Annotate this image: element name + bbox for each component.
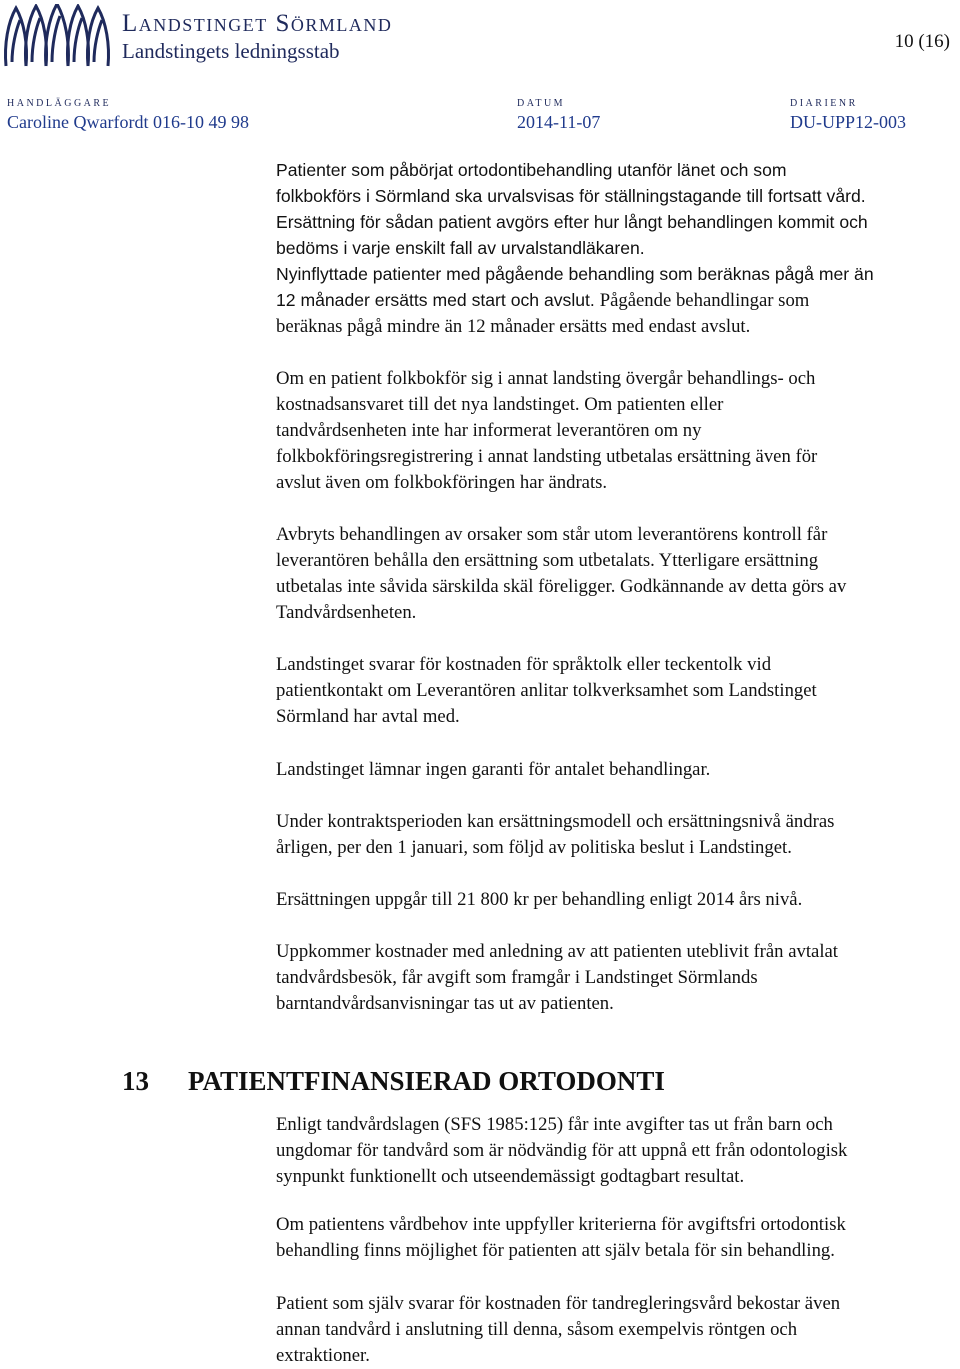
- text-line: Ersättningen uppgår till 21 800 kr per behandling enligt 2014 års nivå.: [276, 889, 803, 910]
- paragraph-2: [276, 366, 946, 496]
- text-line: kostnadsansvaret till det nya landstinget. Om patienten eller: [276, 394, 724, 415]
- text-line: Landstinget svarar för kostnaden för språktolk eller teckentolk vid: [276, 654, 772, 675]
- text-line: folkbokförs i Sörmland ska urvalsvisas för ställningstagande till fortsatt vård.: [276, 186, 866, 206]
- paragraph-6: [276, 809, 946, 861]
- meta-handlaggare: [7, 98, 249, 134]
- text-line: behandling finns möjlighet för patienten att själv betala för sin behandling.: [276, 1240, 835, 1261]
- org-name: Landstinget Sörmland: [122, 10, 393, 37]
- text-span: 12 månader ersätts med start och avslut.: [276, 290, 600, 310]
- paragraph-10: [276, 1212, 946, 1264]
- text-line: Patienter som påbörjat ortodontibehandling utanför länet och som: [276, 160, 787, 180]
- paragraph-3: [276, 522, 946, 626]
- page-number: 10 (16): [894, 31, 950, 52]
- paragraph-5: [276, 757, 946, 783]
- text-line: Avbryts behandlingen av orsaker som står utom leverantörens kontroll får: [276, 524, 828, 545]
- meta-label: HANDLÄGGARE: [7, 98, 112, 109]
- meta-diarienr: [790, 98, 906, 134]
- text-line: utbetalas inte såvida särskilda skäl föreligger. Godkännande av detta görs av: [276, 576, 847, 597]
- paragraph-7: [276, 887, 946, 913]
- text-line: Patient som själv svarar för kostnaden för tandregleringsvård bekostar även: [276, 1293, 841, 1314]
- text-line: Ersättning för sådan patient avgörs efter hur långt behandlingen kommit och: [276, 212, 868, 232]
- text-line: Om patientens vårdbehov inte uppfyller kriterierna för avgiftsfri ortodontisk: [276, 1214, 846, 1235]
- text-span: Pågående behandlingar som: [599, 290, 810, 311]
- text-line: bedöms i varje enskilt fall av urvalstandläkaren.: [276, 238, 645, 258]
- text-line: annan tandvård i anslutning till denna, såsom exempelvis röntgen och: [276, 1319, 798, 1340]
- paragraph-block-1: [276, 157, 946, 340]
- text-line: [276, 287, 946, 314]
- text-line: synpunkt funktionellt och utseendemässigt godtagbart resultat.: [276, 1166, 745, 1187]
- meta-value: DU-UPP12-003: [790, 112, 907, 132]
- text-line: Enligt tandvårdslagen (SFS 1985:125) får inte avgifter tas ut från barn och: [276, 1114, 833, 1135]
- text-line: årligen, per den 1 januari, som följd av politiska beslut i Landstinget.: [276, 837, 792, 858]
- text-line: tandvårdsbesök, får avgift som framgår i Landstinget Sörmlands: [276, 967, 758, 988]
- text-line: Om en patient folkbokför sig i annat landsting övergår behandlings- och: [276, 368, 816, 389]
- meta-label: DIARIENR: [790, 98, 858, 109]
- text-line: folkbokföringsregistrering i annat landsting utbetalas ersättning även för: [276, 446, 818, 467]
- meta-datum: [517, 98, 600, 134]
- text-line: patientkontakt om Leverantören anlitar tolkverksamhet som Landstinget: [276, 680, 817, 701]
- text-line: Nyinflyttade patienter med pågående behandling som beräknas pågå mer än: [276, 264, 874, 284]
- org-subtitle: Landstingets ledningsstab: [122, 39, 340, 63]
- meta-value: Caroline Qwarfordt 016-10 49 98: [7, 112, 249, 132]
- paragraph-11: [276, 1291, 946, 1369]
- text-line: avslut även om folkbokföringen har ändrats.: [276, 472, 608, 493]
- meta-label: DATUM: [517, 98, 566, 109]
- section-title: PATIENTFINANSIERAD ORTODONTI: [188, 1066, 665, 1096]
- text-line: extraktioner.: [276, 1345, 370, 1366]
- text-line: beräknas pågå mindre än 12 månader ersätts med endast avslut.: [276, 316, 751, 337]
- paragraph-9: [276, 1112, 946, 1190]
- section-number: 13: [122, 1066, 149, 1096]
- text-line: leverantören behålla den ersättning som utbetalats. Ytterligare ersättning: [276, 550, 819, 571]
- text-line: Tandvårdsenheten.: [276, 602, 417, 623]
- text-line: Under kontraktsperioden kan ersättningsmodell och ersättningsnivå ändras: [276, 811, 835, 832]
- text-line: ungdomar för tandvård som är nödvändig för att uppnå ett från odontologisk: [276, 1140, 848, 1161]
- section-heading: [122, 1066, 665, 1097]
- text-line: barntandvårdsanvisningar tas ut av patienten.: [276, 993, 614, 1014]
- meta-value: 2014-11-07: [517, 112, 601, 132]
- org-header: [122, 10, 392, 64]
- text-line: tandvårdsenheten inte har informerat leverantören om ny: [276, 420, 702, 441]
- tulip-crown-logo-icon: [2, 4, 112, 70]
- text-line: Uppkommer kostnader med anledning av att patienten uteblivit från avtalat: [276, 941, 839, 962]
- text-line: Sörmland har avtal med.: [276, 706, 460, 727]
- text-line: Landstinget lämnar ingen garanti för antalet behandlingar.: [276, 759, 711, 780]
- paragraph-4: [276, 652, 946, 730]
- paragraph-8: [276, 939, 946, 1017]
